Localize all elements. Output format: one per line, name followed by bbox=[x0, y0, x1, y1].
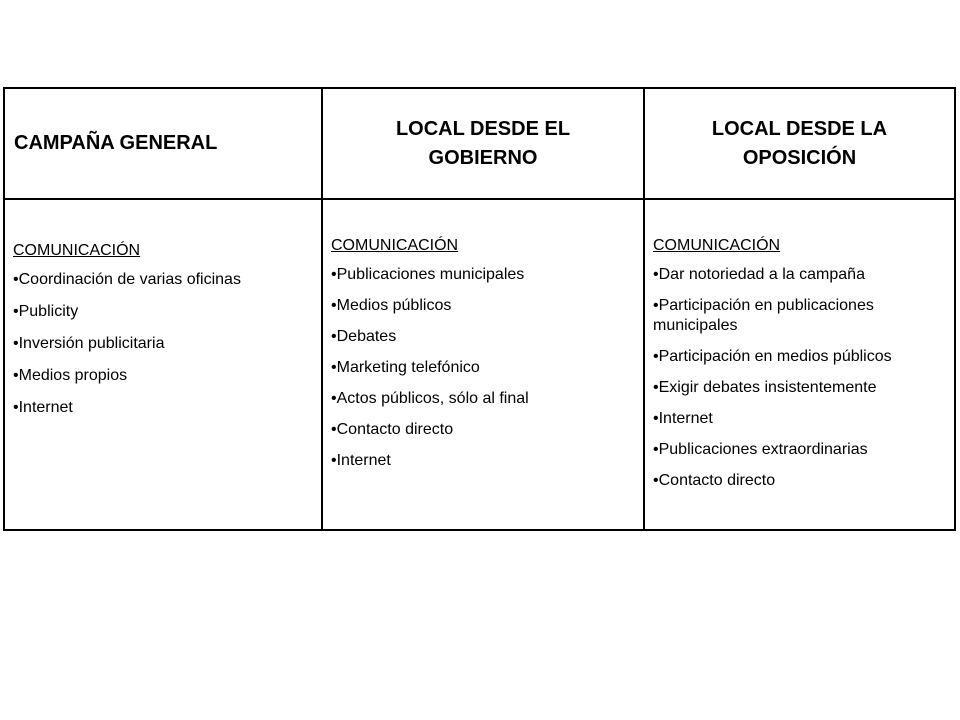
list-item: • Coordinación de varias oficinas bbox=[13, 270, 317, 290]
header-cell-campana-general bbox=[5, 89, 323, 200]
list-item: • Debates bbox=[331, 327, 639, 347]
list-item: • Internet bbox=[653, 409, 950, 429]
section-title: COMUNICACIÓN bbox=[653, 237, 781, 254]
list-item: • Contacto directo bbox=[331, 420, 639, 440]
header-label: LOCAL DESDE LA OPOSICIÓN bbox=[711, 117, 888, 169]
list-item: • Contacto directo bbox=[653, 471, 950, 491]
header-cell-local-gobierno bbox=[323, 89, 645, 200]
header-label: CAMPAÑA GENERAL bbox=[14, 132, 218, 154]
bullet-list bbox=[331, 265, 639, 471]
body-cell-local-gobierno bbox=[323, 200, 645, 529]
section-title: COMUNICACIÓN bbox=[331, 237, 459, 254]
list-item: • Participación en publicaciones municipales bbox=[653, 296, 950, 336]
list-item: • Internet bbox=[13, 398, 317, 418]
list-item: • Participación en medios públicos bbox=[653, 347, 950, 367]
body-cell-local-oposicion bbox=[645, 200, 954, 529]
list-item: • Publicity bbox=[13, 302, 317, 322]
bullet-list bbox=[653, 265, 950, 491]
list-item: • Inversión publicitaria bbox=[13, 334, 317, 354]
list-item: • Publicaciones extraordinarias bbox=[653, 440, 950, 460]
list-item: • Dar notoriedad a la campaña bbox=[653, 265, 950, 285]
header-label: LOCAL DESDE EL GOBIERNO bbox=[395, 117, 571, 169]
list-item: • Actos públicos, sólo al final bbox=[331, 389, 639, 409]
section-title: COMUNICACIÓN bbox=[13, 242, 141, 259]
bullet-list bbox=[13, 270, 317, 418]
header-cell-local-oposicion bbox=[645, 89, 954, 200]
list-item: • Exigir debates insistentemente bbox=[653, 378, 950, 398]
list-item: • Medios propios bbox=[13, 366, 317, 386]
body-cell-campana-general bbox=[5, 200, 323, 529]
list-item: • Marketing telefónico bbox=[331, 358, 639, 378]
list-item: • Medios públicos bbox=[331, 296, 639, 316]
list-item: • Internet bbox=[331, 451, 639, 471]
list-item: • Publicaciones municipales bbox=[331, 265, 639, 285]
campaign-comparison-table bbox=[3, 87, 956, 531]
